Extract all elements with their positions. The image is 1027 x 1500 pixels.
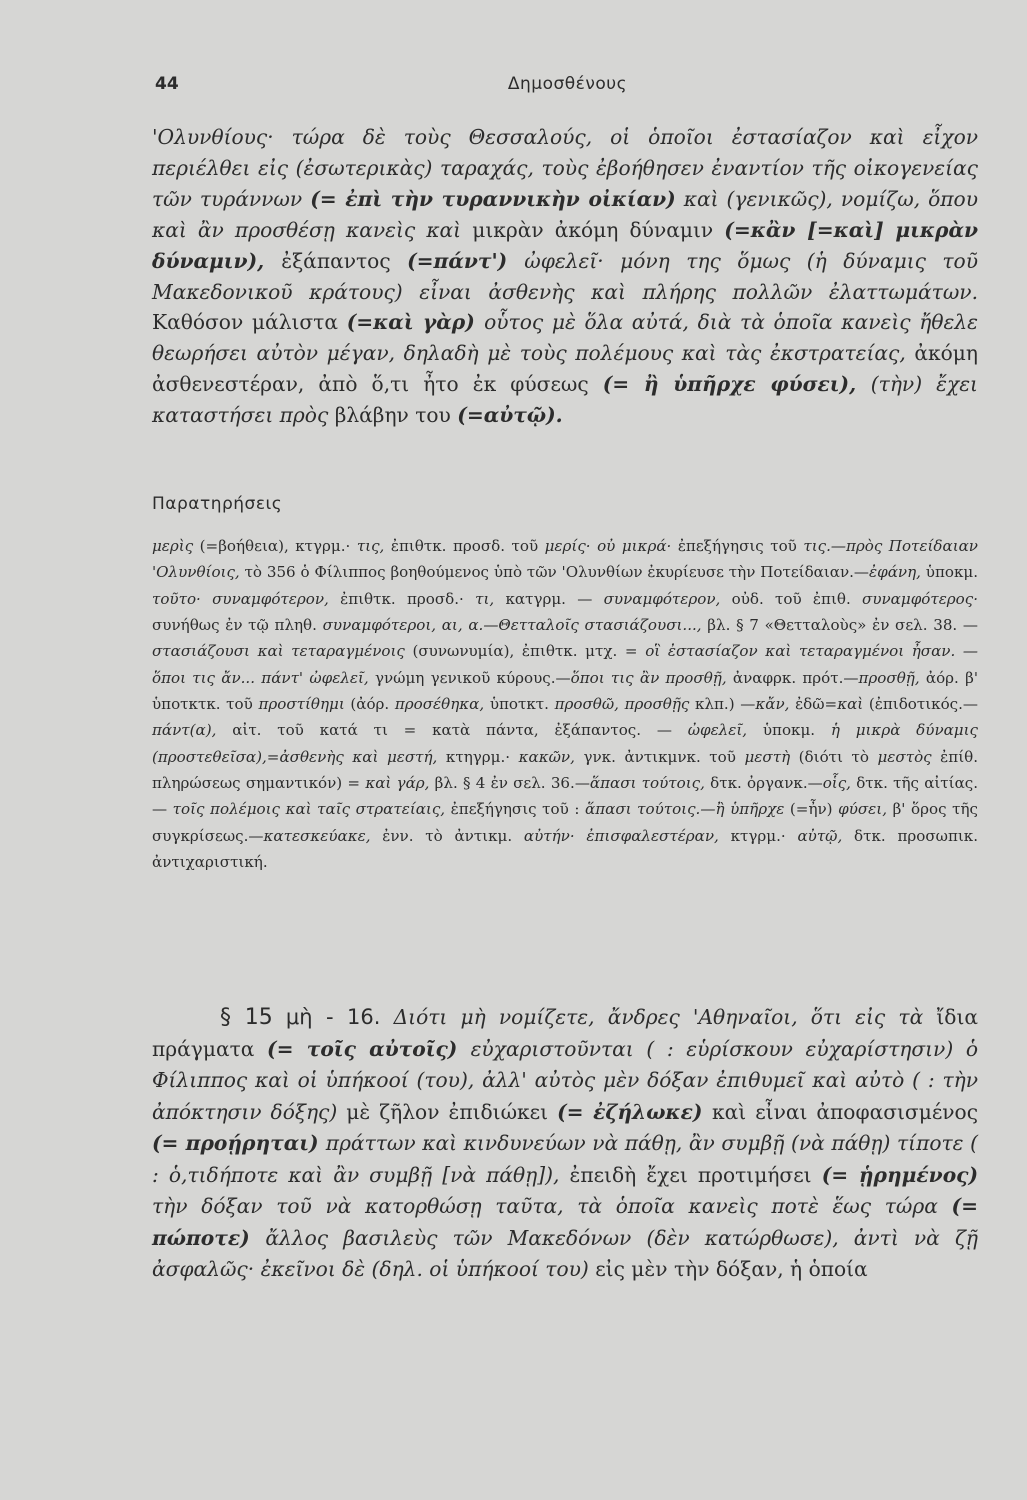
text-run: (ἐπιδοτικός.— [868, 695, 979, 714]
text-run: ἐπίθ. πληρώσεως σημαντικόν) = [152, 747, 978, 793]
text-run-italic: προσθῶ, προσθῇς [554, 695, 696, 714]
text-run-italic: τὴν δόξαν τοῦ νὰ κατορθώσῃ ταῦτα, τὰ ὁποῖα κανεὶς ποτὲ ἕως τώρα [152, 1194, 952, 1218]
text-run-italic: οὗτος μὲ ὅλα αὐτά, διὰ τὰ ὁποῖα κανεὶς ἤθελε θεωρήσει αὐτὸν μέγαν, δηλαδὴ μὲ τοὺς πολέμους καὶ τὰς ἐκστρατείας, [152, 310, 979, 366]
text-run-italic: ἄλλος βασιλεὺς τῶν Μακεδόνων (δὲν κατώρθωσε), ἀντὶ νὰ ζῇ ἀσφαλῶς· ἐκεῖνοι δὲ (δηλ. οἱ ὑπήκοοί του) [152, 1225, 978, 1281]
text-run: ἐπειδὴ ἔχει προτιμήσει [569, 1162, 822, 1187]
text-run: εἰς μὲν τὴν δόξαν, ἡ ὁποία [595, 1257, 868, 1281]
text-run-italic: καὶ γάρ, [365, 774, 435, 793]
text-run: γνκ. ἀντικμνκ. τοῦ [583, 747, 745, 766]
text-run: ἐπεξήγησις τοῦ [677, 537, 804, 555]
text-run-bold: (= ἐζήλωκε) [557, 1099, 713, 1124]
text-run-italic: πράττων καὶ κινδυνεύων νὰ πάθῃ, ἂν συμβῇ (νὰ πάθῃ) τίποτε ( : ὁ,τιδήποτε καὶ ἂν συμβῇ [νὰ πάθῃ]), [152, 1131, 978, 1187]
text-run: ἐδῶ= [795, 695, 838, 714]
text-run: (συνωνυμία), ἐπιθτκ. μτχ. = [412, 642, 646, 661]
text-run-italic: Διότι μὴ νομίζετε, ἄνδρες 'Αθηναῖοι, ὅτι εἰς τὰ [393, 1005, 937, 1029]
text-run-italic: (τὴν) ἔχει καταστήσει πρὸς [152, 372, 978, 428]
text-run-italic: τις, [356, 537, 391, 555]
text-run-bold: (=πάντ') [407, 248, 525, 273]
text-run: ἀναφρκ. πρότ.— [732, 668, 859, 687]
text-run: κατγρμ. — [505, 589, 604, 608]
text-run: βλ. § 4 ἐν σελ. 36.— [434, 774, 590, 793]
text-run: (=βοήθεια), κτγρμ.· [199, 537, 357, 555]
text-run-bold: (= πώποτε) [152, 1194, 978, 1250]
translation-paragraph [152, 122, 978, 431]
text-run: ὑποτκτ. [489, 695, 555, 714]
text-run: δτκ. προσωπικ. ἀντιχαριστική. [152, 826, 979, 872]
text-run: βλάβην του [334, 403, 458, 428]
section-text [152, 1005, 978, 1281]
text-run-italic: προστίθημι [258, 695, 351, 714]
text-run-italic: ὠφελεῖ· μόνη της ὅμως (ἡ δύναμις τοῦ Μακεδονικοῦ κράτους) εἶναι ἀσθενὴς καὶ πλήρης πολλῶν ἐλαττωμάτων. [152, 248, 978, 304]
text-run-italic: οἷς, [822, 774, 857, 793]
text-run: (ἀόρ. [350, 695, 395, 714]
text-run: γνώμη γενικοῦ κύρους.— [374, 668, 571, 687]
text-run: (διότι τὸ [798, 747, 878, 766]
text-run-italic: τις.—πρὸς Ποτείδαιαν 'Ολυνθίοις, [152, 537, 978, 582]
text-run-italic: ἅπασι τούτοις.—ἢ ὑπῆρχε [585, 800, 790, 819]
text-run: ἐπεξήγησις τοῦ : [450, 800, 586, 819]
text-run-italic: κατεσκεύακε, [263, 826, 383, 845]
text-run: ἀόρ. β' ὑποτκτκ. τοῦ [152, 668, 978, 714]
text-run-italic: φύσει, [838, 800, 893, 819]
page-number: 44 [155, 74, 179, 94]
text-run-italic: συναμφότεροι, αι, α.—Θετταλοῖς στασιάζουσι..., [322, 616, 708, 635]
text-run: (=ἦν) [789, 800, 839, 819]
text-run: μικρὰν ἀκόμη δύναμιν [472, 217, 725, 242]
page-header [155, 74, 980, 104]
text-run-italic: μερὶς [152, 537, 200, 555]
text-run-bold: (= ἐπὶ τὴν τυραννικὴν οἰκίαν) [310, 186, 676, 211]
text-run: μὲ ζῆλον ἐπιδιώκει [346, 1099, 558, 1124]
text-run-bold: (=κἂν [=καὶ] μικρὰν δύναμιν), [152, 217, 978, 273]
notes-paragraph [152, 533, 978, 875]
text-run: δτκ. ὀργανκ.— [710, 774, 823, 793]
text-run-italic: 'Ολυνθίους· τώρα δὲ τοὺς Θεσσαλούς, οἱ ὁποῖοι ἐστασίαζον καὶ εἶχον περιέλθει εἰς (ἐσωτερικὰς) ταραχάς, τοὺς ἐβοήθησεν ἐναντίον τῆς οἰκογενείας τῶν τυράννων [152, 125, 978, 211]
text-run-italic: οἳ ἐστασίαζον καὶ τεταραγμένοι ἦσαν. — ὅποι τις ἄν... πάντ' ὠφελεῖ, [152, 642, 979, 687]
text-run-italic: κακῶν, [518, 747, 584, 766]
text-run-italic: αὐτῷ, [797, 826, 855, 845]
text-run: ἐξάπαντος [281, 248, 408, 273]
text-run-italic: ἡ μικρὰ δύναμις (προστεθεῖσα),=ἀσθενὴς καὶ μεστή, [152, 721, 978, 766]
text-run-bold: (=καὶ γὰρ) [346, 310, 485, 335]
text-run-italic: συναμφότερον, [603, 589, 732, 608]
text-run-italic: ὅποι τις ἂν προσθῇ, [570, 668, 733, 687]
text-run-italic: καὶ [837, 695, 869, 714]
text-run: αἰτ. τοῦ κατά τι = κατὰ πάντα, ἐξάπαντος. — [232, 721, 688, 740]
text-run: ὑποκμ. [762, 721, 831, 740]
text-run-italic: συναμφότερος· [862, 589, 979, 608]
text-run-italic: ἐφάνη, [869, 563, 926, 582]
text-run-italic: εὐχαριστοῦνται ( : εὑρίσκουν εὐχαρίστησιν) ὁ Φίλιππος καὶ οἱ ὑπήκοοί (του), ἀλλ' αὐτὸς μὲν δόξαν ἐπιθυμεῖ καὶ αὐτὸ ( : τὴν ἀπόκτησιν δόξης) [152, 1036, 978, 1124]
text-run-italic: τι, [475, 589, 506, 608]
section-lemma: μὴ - 16. [285, 1005, 381, 1029]
text-run-italic: προσέθηκα, [394, 695, 490, 714]
text-run: κλπ.) — [695, 695, 756, 714]
text-run-italic: μεστὴ [744, 747, 799, 766]
text-run: κτηγρμ.· [445, 747, 519, 766]
text-run-italic: μεστὸς [877, 747, 941, 766]
text-run-bold: (= ἢ ὑπῆρχε φύσει), [602, 372, 871, 397]
text-run: βλ. § 7 «Θετταλοὺς» ἐν σελ. 38. — [707, 616, 978, 635]
text-run: καὶ εἶναι ἀποφασισμένος [712, 1099, 979, 1124]
text-run-italic: προσθῇ, [858, 668, 926, 687]
text-run: ἐπιθτκ. προσδ.· [340, 589, 476, 608]
section-paragraph [152, 1002, 978, 1286]
text-run: ἀκόμη ἀσθενεστέραν, ἀπὸ ὅ,τι ἦτο ἐκ φύσεως [152, 341, 978, 397]
text-run-bold: (=αὐτῷ). [457, 403, 563, 428]
text-run-italic: ἅπασι τούτοις, [589, 774, 711, 793]
text-run: κτγρμ.· [730, 826, 798, 845]
text-run: δτκ. τῆς αἰτίας. — [152, 774, 979, 819]
text-run: ἐνν. τὸ ἀντικμ. [382, 826, 524, 845]
text-run: ἴδια πράγματα [152, 1005, 978, 1061]
text-run: οὐδ. τοῦ ἐπιθ. [731, 589, 863, 608]
text-run-italic: τοῦτο· συναμφότερον, [152, 589, 341, 608]
text-run-italic: ὠφελεῖ, [687, 721, 763, 740]
text-run-italic: τοῖς πολέμοις καὶ ταῖς στρατείαις, [172, 800, 451, 819]
text-run-italic: μερίς· οὐ μικρά· [544, 537, 678, 555]
text-run-bold: (= προῄρηται) [152, 1131, 326, 1155]
notes-heading: Παρατηρήσεις [152, 494, 283, 514]
text-run-italic: πάντ(α), [152, 721, 233, 740]
text-run-bold: (= ᾑρημένος) [821, 1162, 979, 1187]
text-run: Καθόσον μάλιστα [152, 310, 347, 335]
text-run-italic: στασιάζουσι καὶ τεταραγμένοις [152, 642, 413, 661]
text-run: ἐπιθτκ. προσδ. τοῦ [390, 537, 545, 555]
text-run-italic: καὶ (γενικῶς), νομίζω, ὅπου καὶ ἂν προσθέσῃ κανεὶς καὶ [152, 186, 978, 242]
text-run-italic: κἄν, [755, 695, 796, 714]
text-run-bold: (= τοῖς αὐτοῖς) [267, 1036, 471, 1061]
text-run: ὑποκμ. [925, 563, 978, 582]
text-run: β' ὅρος τῆς συγκρίσεως.— [152, 800, 978, 845]
text-run: τὸ 356 ὁ Φίλιππος βοηθούμενος ὑπὸ τῶν 'Ολυνθίων ἐκυρίευσε τὴν Ποτείδαιαν.— [244, 563, 870, 582]
text-run: συνήθως ἐν τῷ πληθ. [152, 616, 323, 635]
section-number: § 15 [220, 1005, 273, 1030]
running-title: Δημοσθένους [507, 74, 628, 94]
text-run-italic: αὐτήν· ἐπισφαλεστέραν, [523, 826, 731, 845]
